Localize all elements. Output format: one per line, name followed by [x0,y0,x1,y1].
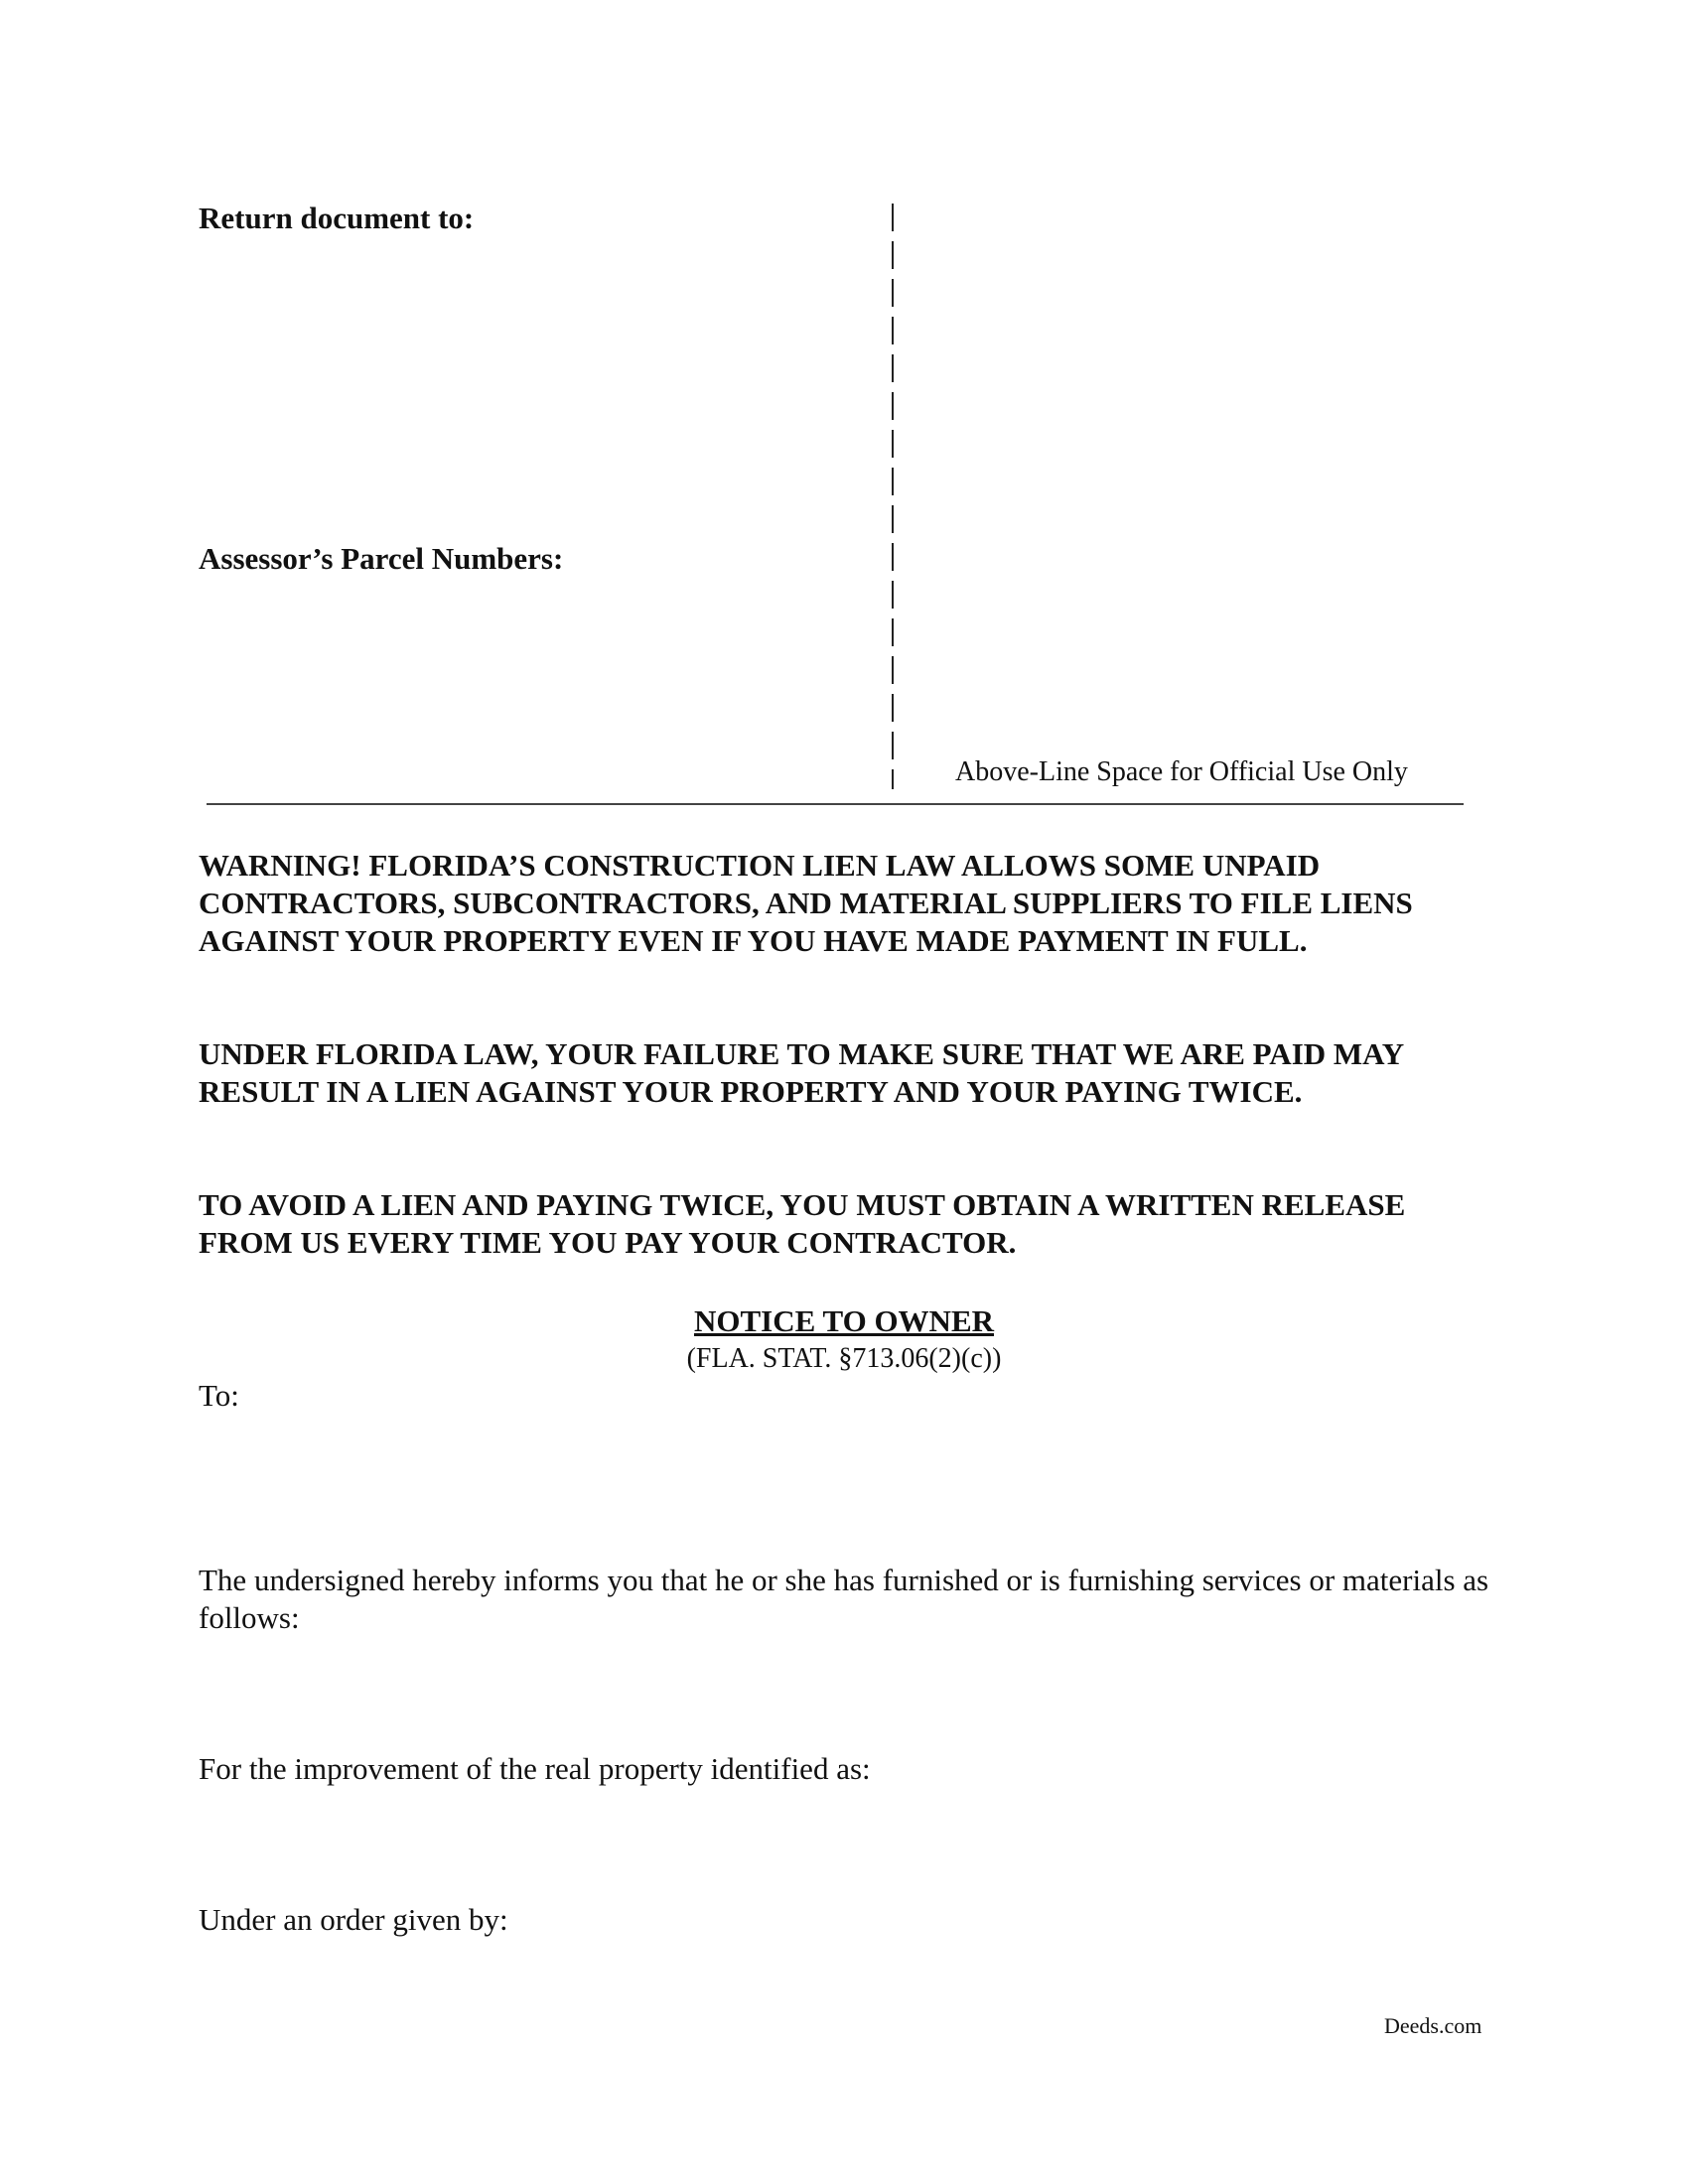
statute-citation: (FLA. STAT. §713.06(2)(c)) [686,1343,1002,1374]
to-label: To: [199,1378,239,1413]
above-line-rule [207,803,1464,805]
return-document-label: Return document to: [199,201,475,235]
warning-paragraph-1: WARNING! FLORIDA’S CONSTRUCTION LIEN LAW ALLOWS SOME UNPAID CONTRACTORS, SUBCONTRACTORS, AND MATERIAL SUPPLIERS TO FILE LIENS AGAINST YOUR PROPERTY EVEN IF YOU HAVE MADE PAYMENT IN FULL. [199,848,1413,958]
order-statement: Under an order given by: [199,1902,508,1937]
footer-brand: Deeds.com [1384,2013,1482,2038]
notice-title: NOTICE TO OWNER [693,1303,995,1338]
improvement-statement: For the improvement of the real property identified as: [199,1751,871,1786]
recording-area-divider [892,204,894,789]
official-use-caption: Above-Line Space for Official Use Only [955,756,1408,787]
warning-paragraph-3: TO AVOID A LIEN AND PAYING TWICE, YOU MUST OBTAIN A WRITTEN RELEASE FROM US EVERY TIME YOU PAY YOUR CONTRACTOR. [199,1187,1406,1260]
warning-paragraph-2: UNDER FLORIDA LAW, YOUR FAILURE TO MAKE SURE THAT WE ARE PAID MAY RESULT IN A LIEN AGAINST YOUR PROPERTY AND YOUR PAYING TWICE. [199,1036,1403,1109]
parcel-numbers-label: Assessor’s Parcel Numbers: [199,541,564,576]
furnished-statement: The undersigned hereby informs you that he or she has furnished or is furnishing services or materials as follows: [199,1563,1489,1635]
